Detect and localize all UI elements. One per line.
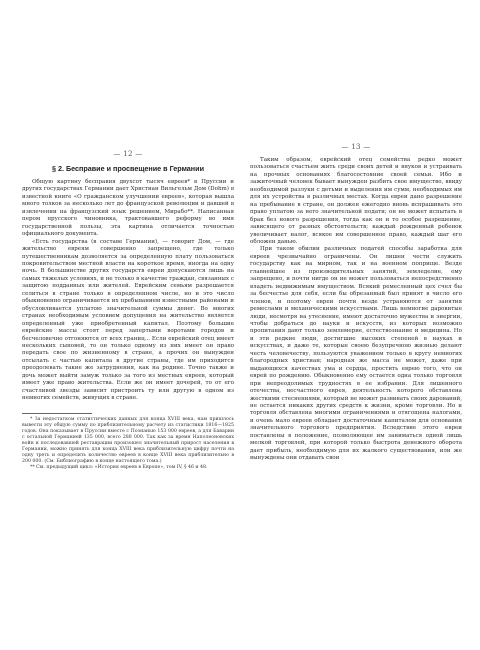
footnote: * За недостатком статистических данных для конца XVIII века, нам пришлось вывести эту общую сумму по приблизительному расчету из статистики 1816—1825 годов. Она показывает в Пруссии вместе с Познанью 153 000 евреев, а для Баварии с остальной Германией 135 000, всего 288 000. Так как за время Наполеоновских войн и последовавшей реставрации произошел значительный прирост населения в Германии, можно принять для конца XVIII века приблизительную цифру почти на одну треть и определить количество евреев в конце XVIII века приблизительно в 200 000. (См. Библиографию в конце настоящего тома.) [22,416,234,465]
footnote: ** См. предыдущий цикл: «История евреев в Европе», том IV, § 46 и 48. [30,465,208,471]
right-page-number: — 13 — [341,143,371,151]
paragraph: Общую картину бесправия двухсот тысяч евреев* в Пруссии и других государствах Германии дает Христиан Вильгельм Дом (Dohm) в известной книге «О гражданском улучшении евреев», которая вышла много толков за несколько лет до французской революции и давшей в извлечении на французский язык решением, Мирабо**. Написанная пером прусского чиновника, трактовавшего реформу во имя государственной пользы, эта картина отличается точностью официального документа. [22,179,234,238]
paragraph: При таком обилии различных податей способы заработка для евреев чрезвычайно ограничены. Он лишен чести служить государству как на мирном, так и на военном поприще. Везде главнейшее из производительных занятий, земледелие, ему запрещено, и почти нигде он не может пользоваться непосредственно владеть недвижимым имуществом. Всякий ремесленный цех счел бы за бесчестье для себя, если бы обрезанный был принят в число его членов, и поэтому евреи почти везде устраняются от занятия ремеслами и механическими искусствами. Лишь немногие даровитые люди, несмотря на утеснение, имеют достаточно мужества и энергии, чтобы добраться до науки и искусств, из которых возможно пропитания дают только землемерие, естествознание и медицина. Но и эти редкие люди, достигшие высоких степеней в науках и искусствах, и даже те, которые своею безупречною жизнью делают честь человечеству, пользуются уважением только в кругу немногих благородных христиан; народная же масса не может, даже при выдающихся качествах ума и сердца, простить еврею того, что он еврей по рождению. Обыкновенно ему остается одна только торговля при непреодолимых трудностях в ее избрании. Для лишенного отечества, несчастного еврея, деятельность которого обставлена жесткими стеснениями, который не может развивать своих дарований, не остается никаких других средств к жизни, кроме торговли. Но и торговля обставлена многими ограничениями и отягощена налогами, и очень мало евреев обладает достаточным капиталом для основания значительного торгового предприятия. Вследствие этого евреи поставлены в положение, позволяющее им заниматься одной лишь мелкой торговлей, при которой только быстрота денежного оборота дает прибыль, необходимую для их жалкого существования, или же вынуждены они отдавать свои [250,246,462,462]
paragraph: «Есть государства (в составе Германии), — говорит Дом, — где жительство евреям совершенно запрещено, где только путешественникам дозволяется за определенную плату пользоваться покровительством местной власти на короткое время, иногда на одну ночь. В большинстве других государств евреи допускаются лишь на самых тяжелых условиях, и не только в качестве граждан, связанных с защитою подданных или жителей. Еврейским семьям разрешается селиться в стране только в определенном числе, но и это число обыкновенно ограничивается их пребыванием известными районами и обусловливается уплатою значительной суммы денег. Во многих странах необходимым условием допущения на жительство является определенный уже приобретенный капитал. Поэтому большие еврейские массы стоят перед запертыми воротами городов и бесчеловечно отгоняются от всех границ... Если еврейский отец имеет нескольких сыновей, то он только одному из них имеет он право передать свое по жизненному в стране, а прочих он вынужден отсылать с частью капитала в другие страны, где им приходится преодолевать такие же затруднения, как на родине. Точно также и дочь может выйти замуж только за того из местных евреев, который имеет уже право жительства. Если же он имеет дочерей, то от его счастливой звезды зависит пристроить ту или другую в одном из немногих семейств, живущих в стране. [22,238,234,402]
footnote-divider [22,413,92,414]
left-page-number: — 12 — [113,150,143,158]
paragraph: Таким образом, еврейский отец семейства редко может пользоваться счастьем жить среди своих детей и внуков и устраивать на прочных основаниях благосостояние своей семьи. Ибо и зажиточный человек бывает вынужден разбить свое имущество, ввиду необходимой разлуки с детьми и выделения им сумм, необходимых им для их устройства в различных местах. Когда евреи дано разрешение на пребывание в стране, он должен ежегодно вновь испрашивать это право уплатою за него значительной подати; он не может испытать в брак без нового разрешения, тогда как он и то особое разрешение, зависящего от разных обстоятельств; каждый рожденный ребенок увеличивает налог, всякое им совершенное право, каждый шаг его обложен данью. [250,157,462,245]
section-title: § 2. Бесправие и просвещение в Германии [51,164,204,173]
left-page [22,150,234,620]
footnotes [22,413,234,472]
right-page [250,143,462,623]
